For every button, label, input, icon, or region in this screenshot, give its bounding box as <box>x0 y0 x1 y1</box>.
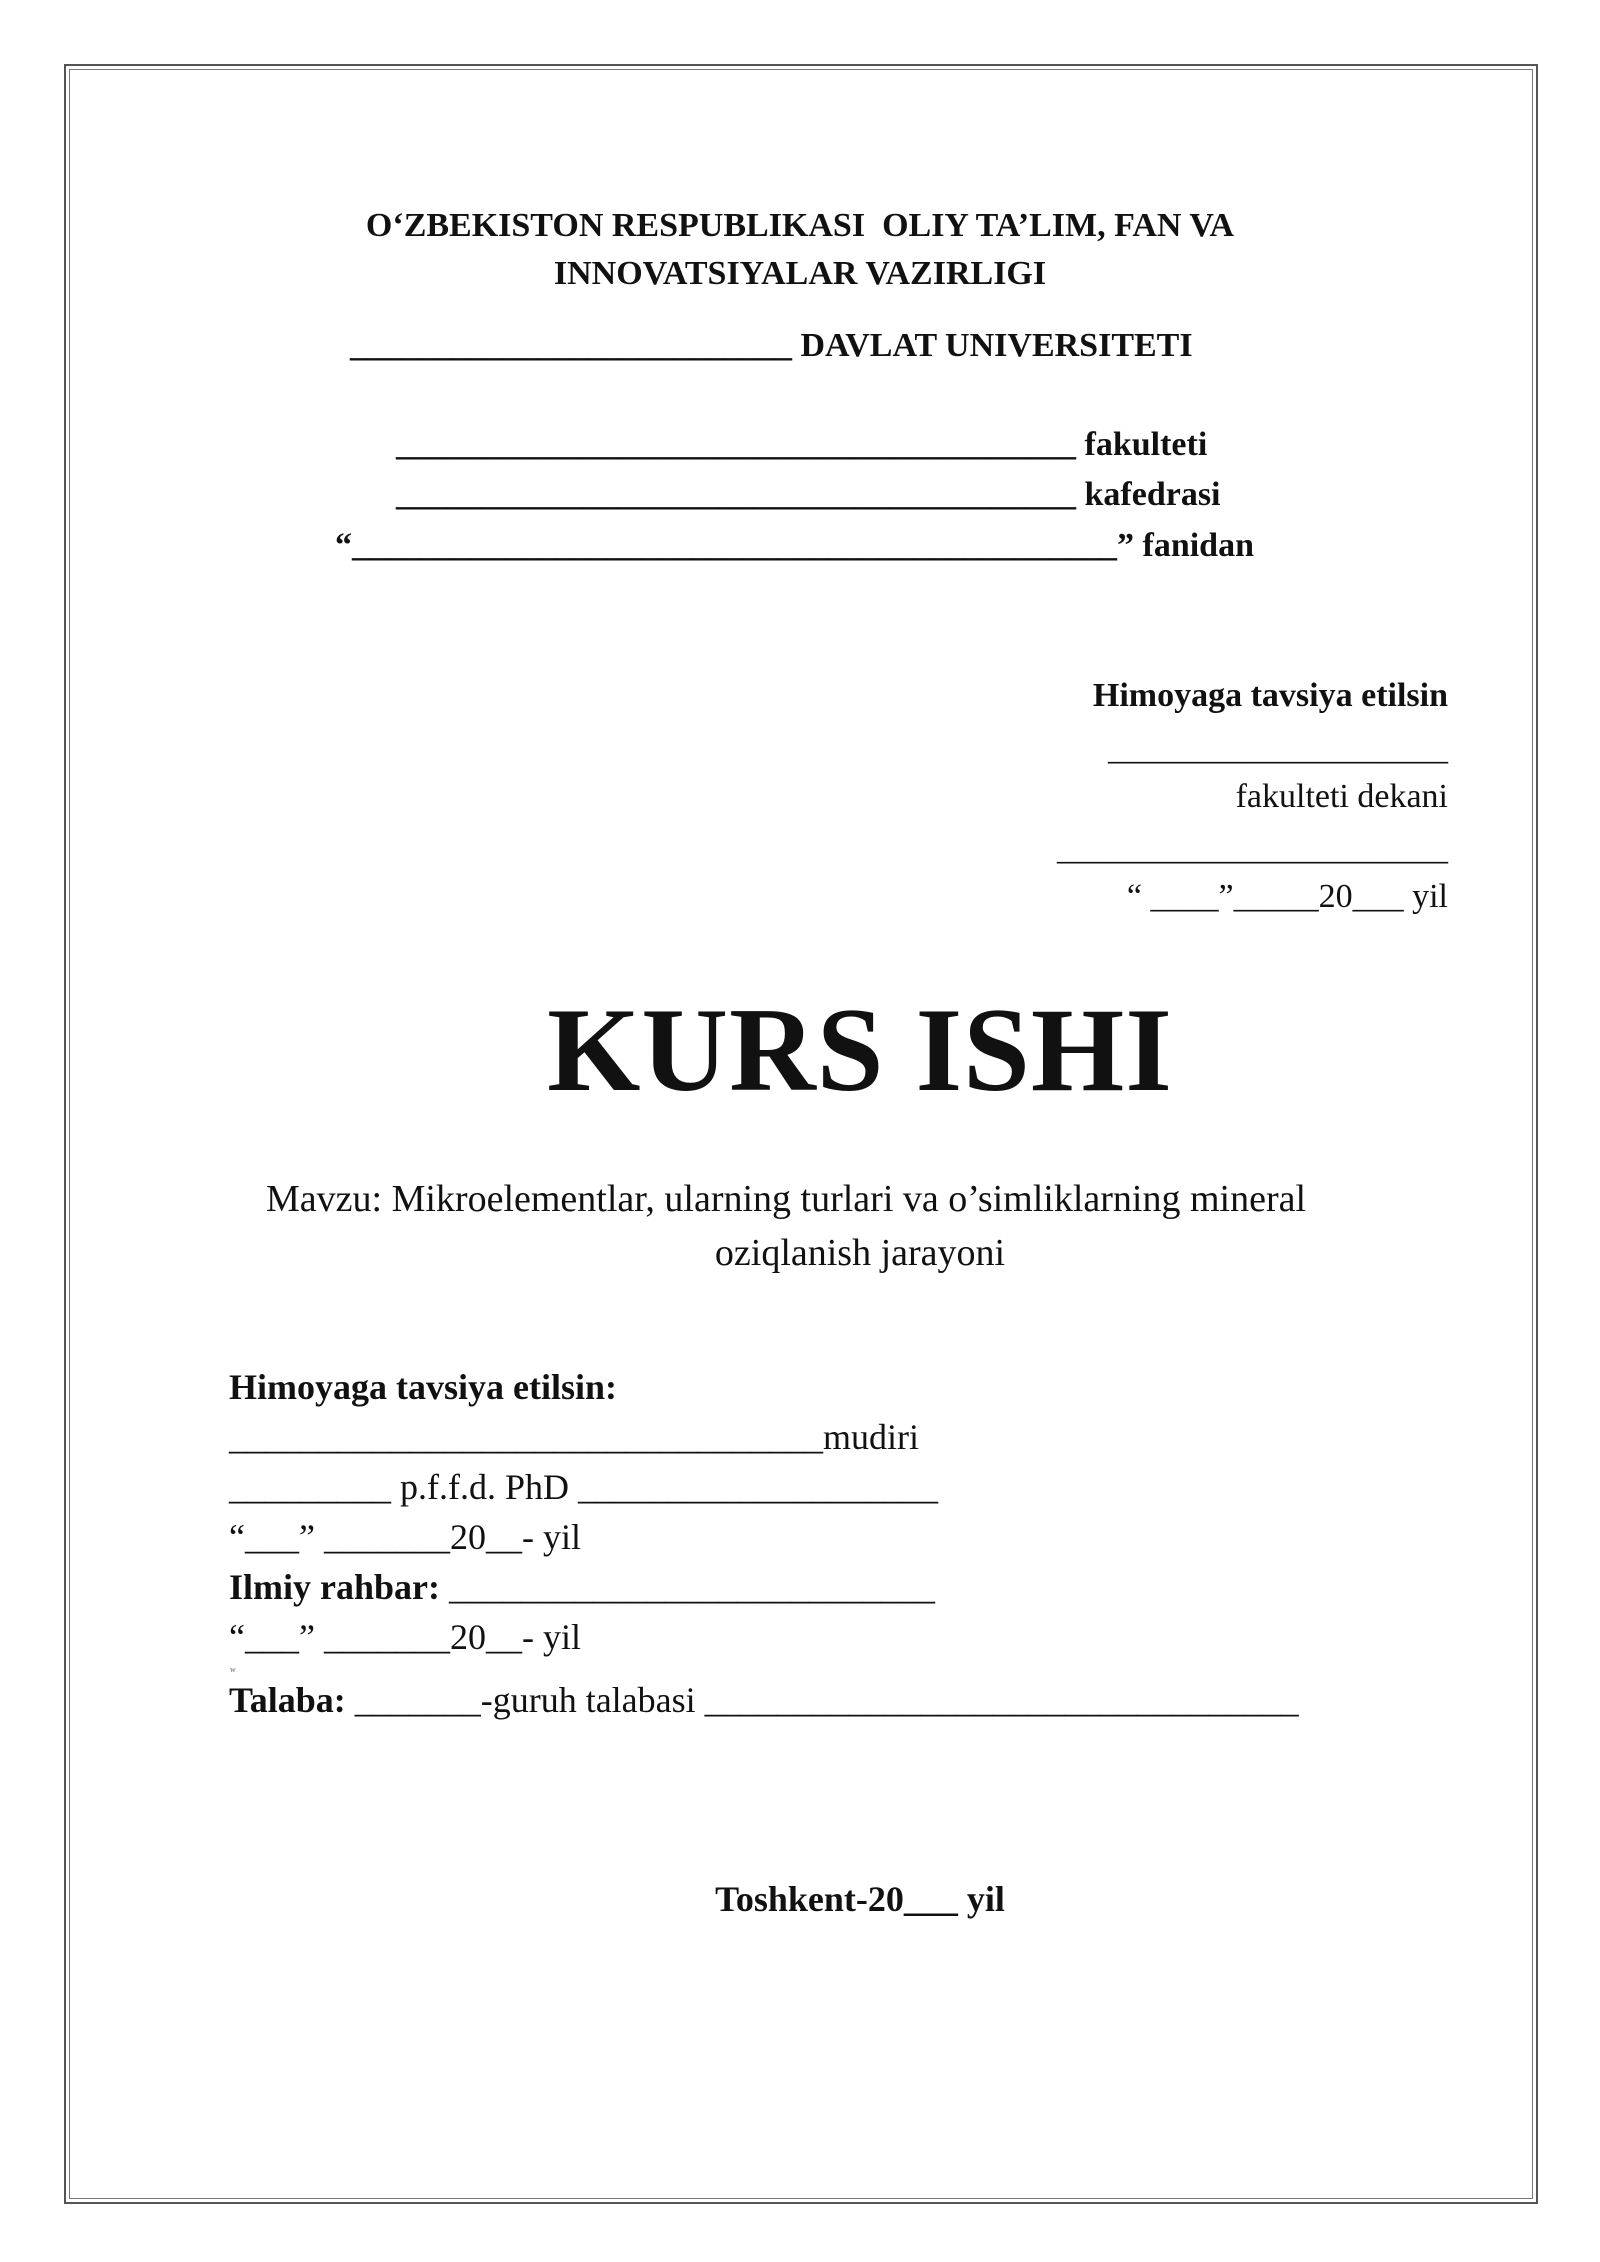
ministry-line-1: O‘ZBEKISTON RESPUBLIKASI OLIY TA’LIM, FAN VA <box>365 207 1235 244</box>
student-label: Talaba: <box>229 1680 346 1720</box>
supervisor-name-line: ___________________________ <box>440 1567 935 1607</box>
student-row <box>229 1682 1299 1718</box>
department-date-line: “___” _______20__- yil <box>229 1517 581 1557</box>
dean-signature-line: ____________________ <box>1108 730 1448 767</box>
department-approval-heading: Himoyaga tavsiya etilsin: <box>229 1367 617 1407</box>
department-line: ________________________________________ kafedrasi <box>396 476 1221 513</box>
dean-date-line: “ ____”_____20___ yil <box>1126 878 1448 915</box>
topic-line-1: Mavzu: Mikroelementlar, ularning turlari va o’simliklarning mineral <box>266 1178 1307 1220</box>
dean-role: fakulteti dekani <box>1235 778 1448 815</box>
supervisor-date-line: “___” _______20__- yil <box>229 1617 581 1657</box>
faculty-line: ________________________________________ fakulteti <box>396 426 1208 463</box>
dean-approval-heading: Himoyaga tavsiya etilsin <box>1092 677 1448 714</box>
department-degree-line: _________ p.f.f.d. PhD ____________________ <box>229 1467 938 1507</box>
ministry-line-2: INNOVATSIYALAR VAZIRLIGI <box>553 255 1047 292</box>
university-line: __________________________ DAVLAT UNIVERSITETI <box>350 327 1193 364</box>
document-title: KURS ISHI <box>547 983 1173 1116</box>
student-group-line: _______-guruh talabasi _________________________________ <box>345 1680 1299 1720</box>
department-head-line: _________________________________mudiri <box>229 1417 919 1457</box>
place-year: Toshkent-20___ yil <box>715 1879 1005 1919</box>
supervisor-label: Ilmiy rahbar: <box>229 1567 440 1607</box>
supervisor-row <box>229 1569 935 1605</box>
topic-line-2: oziqlanish jarayoni <box>714 1232 1006 1274</box>
small-mark: w <box>230 1665 236 1674</box>
subject-line: “_____________________________________________” fanidan <box>335 527 1254 564</box>
dean-name-line: _______________________ <box>1057 830 1448 867</box>
